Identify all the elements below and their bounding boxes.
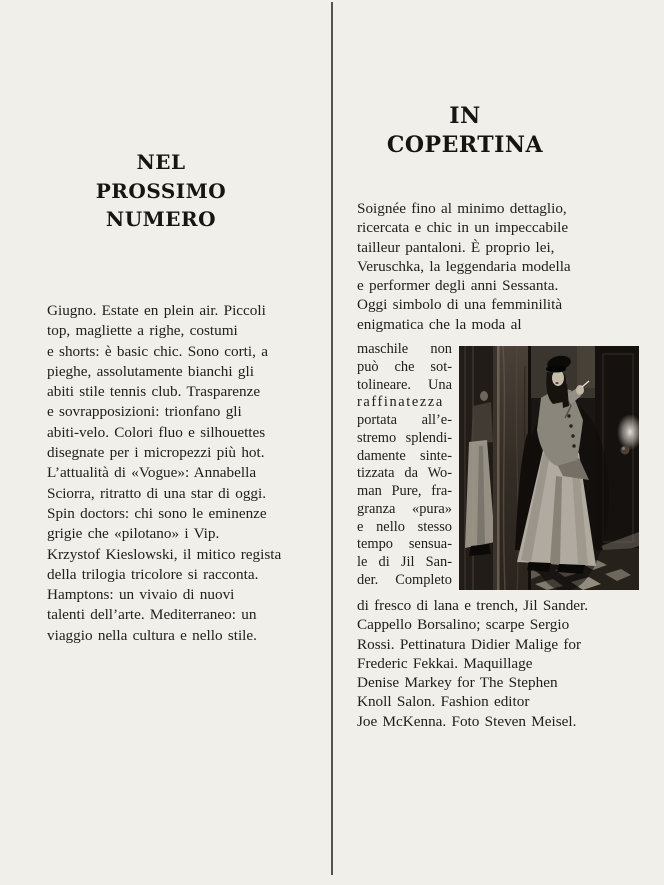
text-line: Denise Markey for The Stephen [357, 674, 558, 692]
text-line: viaggio nella cultura e nello stile. [47, 626, 257, 644]
text-line: grigie che «pilotano» i Vip. [47, 525, 220, 543]
text-line: man Pure, fra- [357, 483, 452, 499]
text-line: tempo sensua- [357, 536, 452, 553]
text-line: Rossi. Pettinatura Didier Malige for [357, 635, 582, 653]
text-line: tolineare. Una [357, 376, 452, 393]
column-divider-rule [331, 2, 333, 875]
right-body-middle-row [357, 341, 645, 590]
right-body-text-top [357, 199, 647, 334]
text-line: NEL [136, 150, 186, 174]
text-line: stremo splendi- [357, 429, 452, 446]
text-line: maschile non [357, 341, 452, 357]
text-line: Veruschka, la leggendaria modella [357, 257, 571, 275]
text-line: der. Completo [357, 571, 452, 588]
text-line: IN [449, 103, 481, 129]
text-line: Soignée fino al minimo dettaglio, [357, 200, 567, 217]
text-line: granza «pura» [357, 500, 452, 517]
text-line: e performer degli anni Sessanta. [357, 277, 559, 295]
text-line: Krzystof Kieslowski, il mitico regista [47, 545, 282, 563]
text-line: NUMERO [105, 207, 217, 231]
text-line: della trilogia tricolore si racconta. [47, 565, 259, 583]
text-line: COPERTINA [386, 132, 544, 158]
left-section-title [47, 148, 275, 234]
text-line: Joe McKenna. Foto Steven Meisel. [357, 712, 577, 730]
text-line: può che sot- [357, 358, 452, 375]
text-line: di fresco di lana e trench, Jil Sander. [357, 597, 589, 614]
right-body-text-bottom [357, 596, 647, 731]
text-line: abiti-velo. Colori fluo e silhouettes [47, 423, 266, 441]
right-section-title [357, 102, 573, 160]
text-line: Knoll Salon. Fashion editor [357, 693, 530, 711]
text-line: talenti dell’arte. Mediterraneo: un [47, 606, 257, 624]
text-line: Frederic Fekkai. Maquillage [357, 654, 533, 672]
right-body-text-narrow [357, 341, 452, 590]
text-line: ricercata e chic in un impeccabile [357, 219, 569, 237]
text-line: abiti stile tennis club. Trasparenze [47, 383, 261, 401]
text-line: e shorts: è basic chic. Sono corti, a [47, 342, 268, 360]
text-line: tizzata da Wo- [357, 465, 452, 482]
text-line: Oggi simbolo di una femminilità [357, 296, 563, 314]
text-line: disegnate per i micropezzi più hot. [47, 444, 265, 462]
text-line: L’attualità di «Vogue»: Annabella [47, 464, 257, 482]
left-body-text [47, 301, 305, 646]
text-line: damente sinte- [357, 447, 452, 464]
text-line: portata all’e- [357, 412, 452, 428]
text-line: Spin doctors: chi sono le eminenze [47, 504, 267, 522]
text-line: Cappello Borsalino; scarpe Sergio [357, 616, 570, 634]
text-line: pieghe, assolutamente bianchi gli [47, 362, 254, 380]
text-line: raffinatezza [357, 394, 444, 411]
text-line: e sovrapposizioni: trionfano gli [47, 403, 242, 421]
text-line: Giugno. Estate en plein air. Piccoli [47, 302, 266, 319]
text-line: enigmatica che la moda al [357, 315, 522, 333]
text-line: e nello stesso [357, 518, 452, 535]
cover-photo [459, 346, 639, 590]
text-line: Hamptons: un vivaio di nuovi [47, 586, 235, 604]
mirror-reflection [459, 346, 497, 590]
text-line: tailleur pantaloni. È proprio lei, [357, 238, 555, 256]
text-line: PROSSIMO [95, 178, 227, 203]
text-line: le di Jil San- [357, 554, 452, 570]
text-line: Sciorra, ritratto di una star di oggi. [47, 484, 267, 502]
text-line: top, magliette a righe, costumi [47, 322, 238, 340]
